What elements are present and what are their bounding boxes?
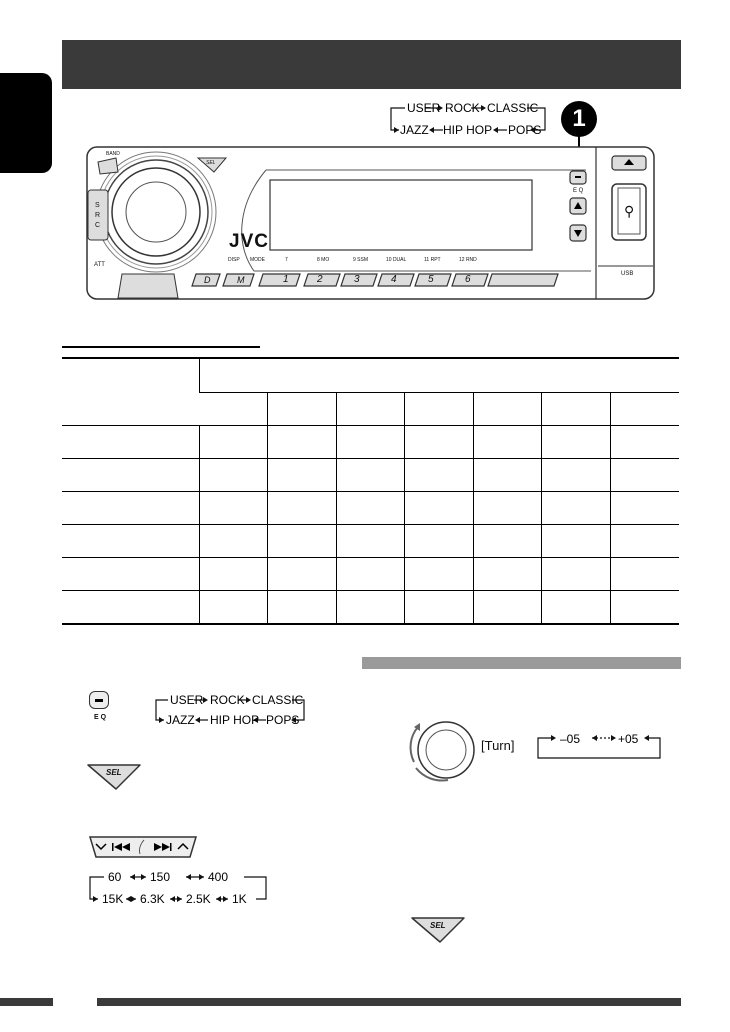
preset-fn-11: 11 RPT (424, 257, 441, 263)
seq-user: USER (407, 101, 441, 115)
eq-button-label: E Q (94, 714, 107, 721)
section-bar (362, 657, 681, 669)
sel-label-right: SEL (430, 921, 446, 930)
att-label: ATT (94, 262, 105, 268)
eq-table (62, 357, 679, 625)
preset-key-5: 5 (428, 274, 434, 285)
src-label-r: R (95, 212, 101, 219)
preset-fn-12: 12 RND (459, 257, 477, 263)
car-stereo-unit (86, 146, 656, 300)
skip-buttons-icon (86, 834, 200, 860)
preset-fn-7: 7 (285, 257, 288, 263)
mode-label: MODE (250, 257, 265, 263)
usb-label: USB (621, 271, 634, 277)
seq-pops: POPS (508, 123, 542, 137)
brand-logo: JVC (229, 231, 269, 252)
control-knob-icon (404, 712, 476, 784)
eq-button-icon (89, 691, 109, 709)
freq-6-3k: 6.3K (140, 892, 165, 906)
small-seq-user: USER (170, 693, 204, 707)
sel-label-left: SEL (106, 768, 122, 777)
seq-rock: ROCK (445, 101, 480, 115)
disp-label: DISP (228, 257, 240, 263)
freq-60: 60 (108, 870, 122, 884)
freq-1k: 1K (232, 892, 247, 906)
small-seq-classic: CLASSIC (252, 693, 304, 707)
range-sequence (534, 730, 664, 762)
freq-15k: 15K (102, 892, 124, 906)
preset-key-2: 2 (317, 274, 323, 285)
preset-key-1: 1 (283, 274, 289, 285)
d-key-label: D (204, 275, 211, 285)
turn-label: [Turn] (481, 738, 515, 753)
preset-key-3: 3 (354, 274, 360, 285)
table-heading-rule (62, 346, 260, 348)
small-seq-rock: ROCK (210, 693, 245, 707)
eq-sequence-small (152, 690, 312, 730)
eq-sequence-diagram (385, 96, 555, 142)
src-label-s: S (95, 202, 100, 209)
small-seq-hiphop: HIP HOP (210, 713, 260, 727)
preset-key-4: 4 (391, 274, 397, 285)
preset-fn-8: 8 MO (317, 257, 330, 263)
eq-unit-label: E Q (573, 188, 584, 194)
freq-2-5k: 2.5K (186, 892, 211, 906)
footer-bar-left (0, 998, 53, 1006)
preset-key-6: 6 (465, 274, 471, 285)
preset-fn-9: 9 SSM (353, 257, 369, 263)
seq-jazz: JAZZ (400, 123, 429, 137)
range-max: +05 (618, 732, 639, 746)
src-label-c: C (95, 222, 101, 229)
m-key-label: M (237, 275, 245, 285)
sel-button-icon (86, 762, 142, 792)
sel-button-icon-right (410, 915, 466, 945)
callout-badge: 1 (561, 101, 597, 137)
range-min: –05 (560, 732, 581, 746)
seq-classic: CLASSIC (487, 101, 539, 115)
header-bar (62, 40, 681, 89)
preset-fn-10: 10 DUAL (386, 257, 407, 263)
small-seq-pops: POPS (266, 713, 300, 727)
top-sel-label: SEL (206, 160, 216, 166)
freq-150: 150 (150, 870, 171, 884)
small-seq-jazz: JAZZ (166, 713, 195, 727)
side-tab (0, 73, 52, 173)
footer-bar-right (97, 998, 681, 1006)
seq-hiphop: HIP HOP (443, 123, 493, 137)
frequency-sequence (84, 868, 274, 908)
freq-400: 400 (208, 870, 229, 884)
usb-icon: ⚲ (624, 203, 635, 219)
band-label: BAND (106, 151, 120, 157)
